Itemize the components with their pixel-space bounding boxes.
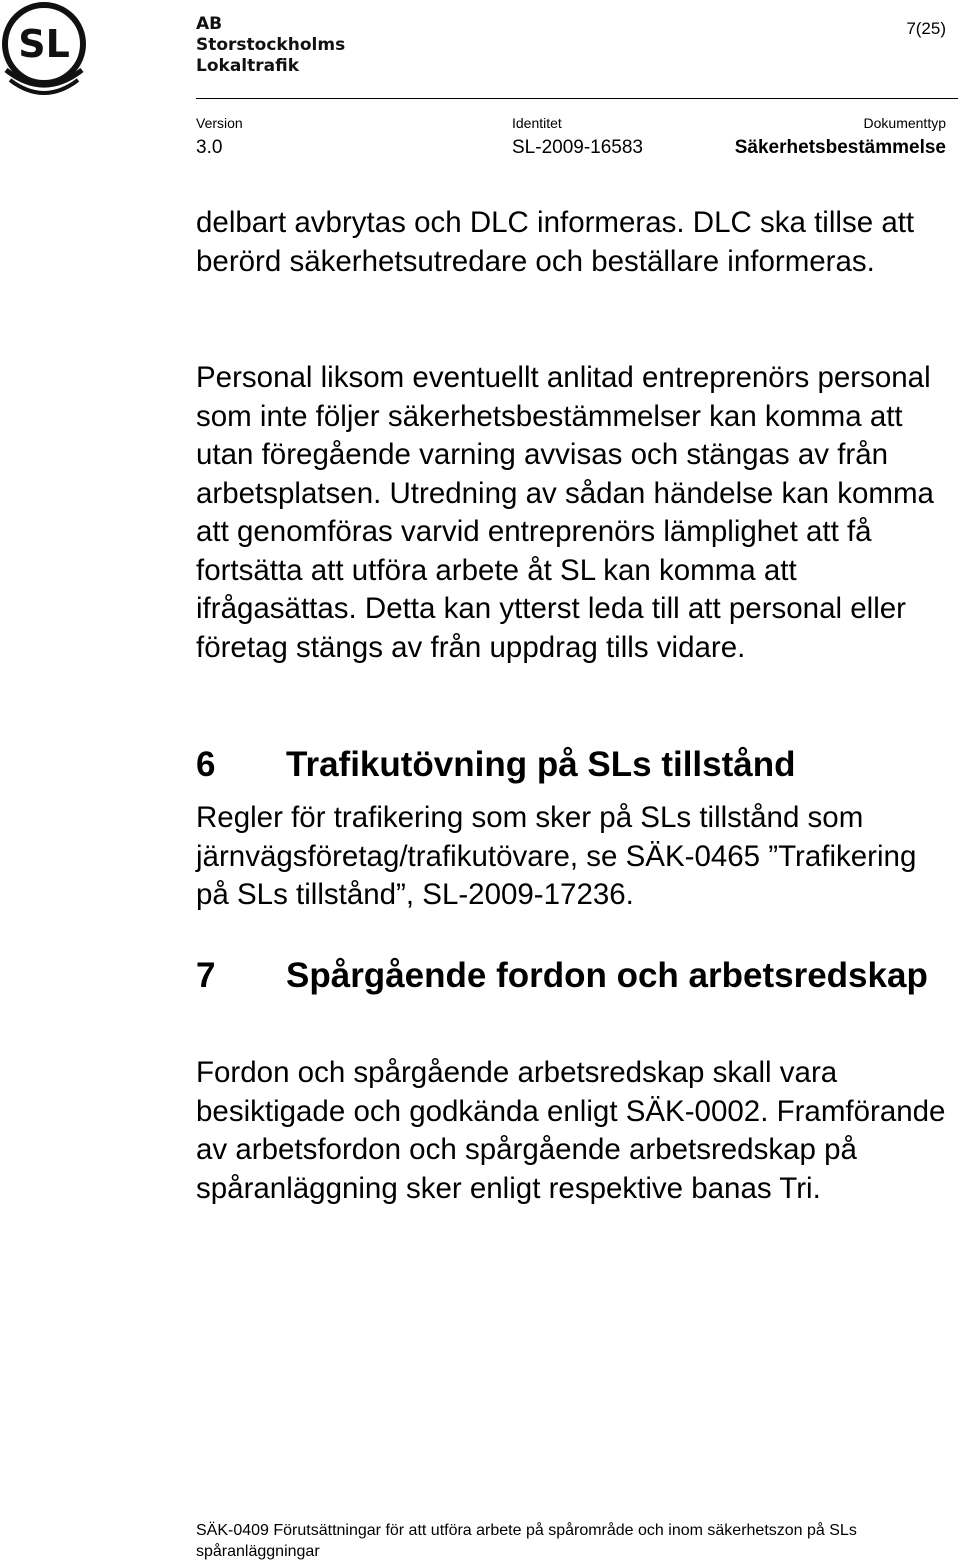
header-divider: [196, 98, 958, 99]
company-line: Storstockholms: [196, 35, 346, 55]
doctype-value: Säkerhetsbestämmelse: [734, 137, 946, 158]
version-label: Version: [196, 115, 243, 131]
section-7-title: Spårgående fordon och arbetsredskap: [286, 956, 928, 995]
identity-label: Identitet: [512, 115, 562, 131]
doctype-block: [735, 115, 946, 159]
section-6-number: 6: [196, 745, 216, 784]
identity-block: [512, 115, 643, 159]
doctype-label: Dokumenttyp: [863, 115, 946, 131]
sl-logo-text: SL: [18, 22, 70, 66]
section-7-heading: [196, 952, 948, 999]
section-7-text: Fordon och spårgående arbetsredskap skall vara besiktigade och godkända enligt SÄK-0002. Framförande av arbetsfordon och spårgående arbetsredskap på spåranläggning sker enligt respektive banas Tri.: [196, 1056, 946, 1205]
company-line: AB: [196, 14, 223, 34]
paragraph-continuation: delbart avbrytas och DLC informeras. DLC ska tillse att berörd säkerhetsutredare och beställare informeras.: [196, 206, 915, 278]
section-6-heading: [196, 741, 948, 788]
company-name: [196, 14, 345, 77]
section-7-number: 7: [196, 956, 216, 995]
section-6-text: Regler för trafikering som sker på SLs tillstånd som järnvägsföretag/trafikutövare, se SÄK-0465 ”Trafikering på SLs tillstånd”, SL-2009-17236.: [196, 801, 917, 911]
identity-value: SL-2009-16583: [512, 137, 643, 158]
footer-document-title: SÄK-0409 Förutsättningar för att utföra arbete på spårområde och inom säkerhetszon på SLs spåranläggningar: [196, 1522, 857, 1560]
sl-logo: [0, 0, 96, 96]
paragraph-personnel: Personal liksom eventuellt anlitad entreprenörs personal som inte följer säkerhetsbestämmelser kan komma att utan föregående varning avvisas och stängas av från arbetsplatsen. Utredning av sådan händelse kan komma att genomföras varvid entreprenörs lämplighet att få fortsätta att utföra arbete åt SL kan komma att ifrågasättas. Detta kan ytterst leda till att personal eller företag stängs av från uppdrag tills vidare.: [196, 361, 934, 664]
page-number: 7(25): [906, 19, 946, 38]
version-value: 3.0: [196, 137, 223, 158]
version-block: [196, 115, 243, 159]
company-line: Lokaltrafik: [196, 56, 300, 76]
section-6-title: Trafikutövning på SLs tillstånd: [286, 745, 796, 784]
